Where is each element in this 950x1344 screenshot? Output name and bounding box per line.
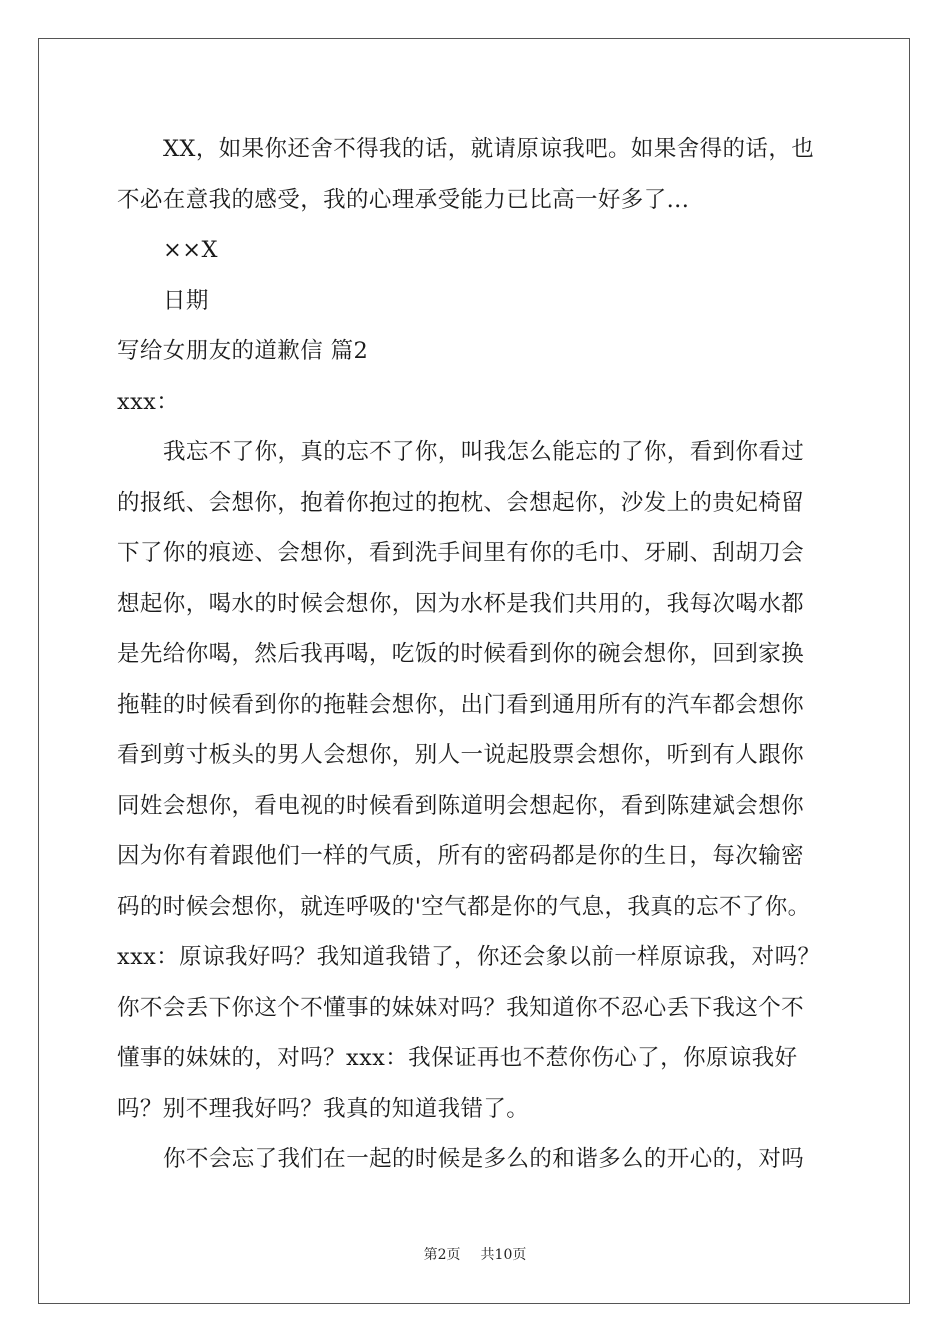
- signature-date: 日期: [163, 287, 209, 314]
- text-line: 同姓会想你，看电视的时候看到陈道明会想起你，看到陈建斌会想你: [117, 792, 805, 819]
- text-line: 想起你，喝水的时候会想你，因为水杯是我们共用的，我每次喝水都: [117, 590, 805, 617]
- page-footer: [0, 1245, 950, 1265]
- text-line: 下了你的痕迹、会想你，看到洗手间里有你的毛巾、牙刷、刮胡刀会: [117, 540, 805, 566]
- salutation: xxx：: [117, 388, 180, 415]
- text-line: 吗？别不理我好吗？我真的知道我错了。: [117, 1095, 530, 1122]
- text-line: 的报纸、会想你，抱着你抱过的抱枕、会想起你，沙发上的贵妃椅留: [117, 489, 805, 516]
- signature-name: ××X: [163, 237, 218, 263]
- page-total: 共10页: [480, 1247, 527, 1263]
- text-line: 拖鞋的时候看到你的拖鞋会想你，出门看到通用所有的汽车都会想你: [117, 691, 805, 718]
- text-line: 你不会忘了我们在一起的时候是多么的和谐多么的开心的，对吗: [163, 1146, 805, 1172]
- text-line: 是先给你喝，然后我再喝，吃饭的时候看到你的碗会想你，回到家换: [117, 641, 805, 667]
- text-line: 因为你有着跟他们一样的气质，所有的密码都是你的生日，每次输密: [117, 843, 805, 869]
- text-line: 码的时候会想你，就连呼吸的'空气都是你的气息，我真的忘不了你。: [117, 893, 811, 920]
- page-number: 第2页: [423, 1247, 461, 1263]
- document-body: [117, 124, 833, 1185]
- text-line: XX，如果你还舍不得我的话，就请原谅我吧。如果舍得的话，也: [163, 136, 815, 162]
- text-line: xxx：原谅我好吗？我知道我错了，你还会象以前一样原谅我，对吗？: [117, 944, 821, 970]
- text-line: 我忘不了你，真的忘不了你，叫我怎么能忘的了你，看到你看过: [163, 439, 805, 465]
- text-line: 不必在意我的感受，我的心理承受能力已比高一好多了...: [117, 186, 690, 213]
- section-heading: 写给女朋友的道歉信 篇2: [117, 338, 369, 364]
- text-line: 懂事的妹妹的，对吗？xxx：我保证再也不惹你伤心了，你原谅我好: [117, 1045, 798, 1071]
- text-line: 你不会丢下你这个不懂事的妹妹对吗？我知道你不忍心丢下我这个不: [117, 994, 805, 1021]
- text-line: 看到剪寸板头的男人会想你，别人一说起股票会想你，听到有人跟你: [117, 742, 805, 768]
